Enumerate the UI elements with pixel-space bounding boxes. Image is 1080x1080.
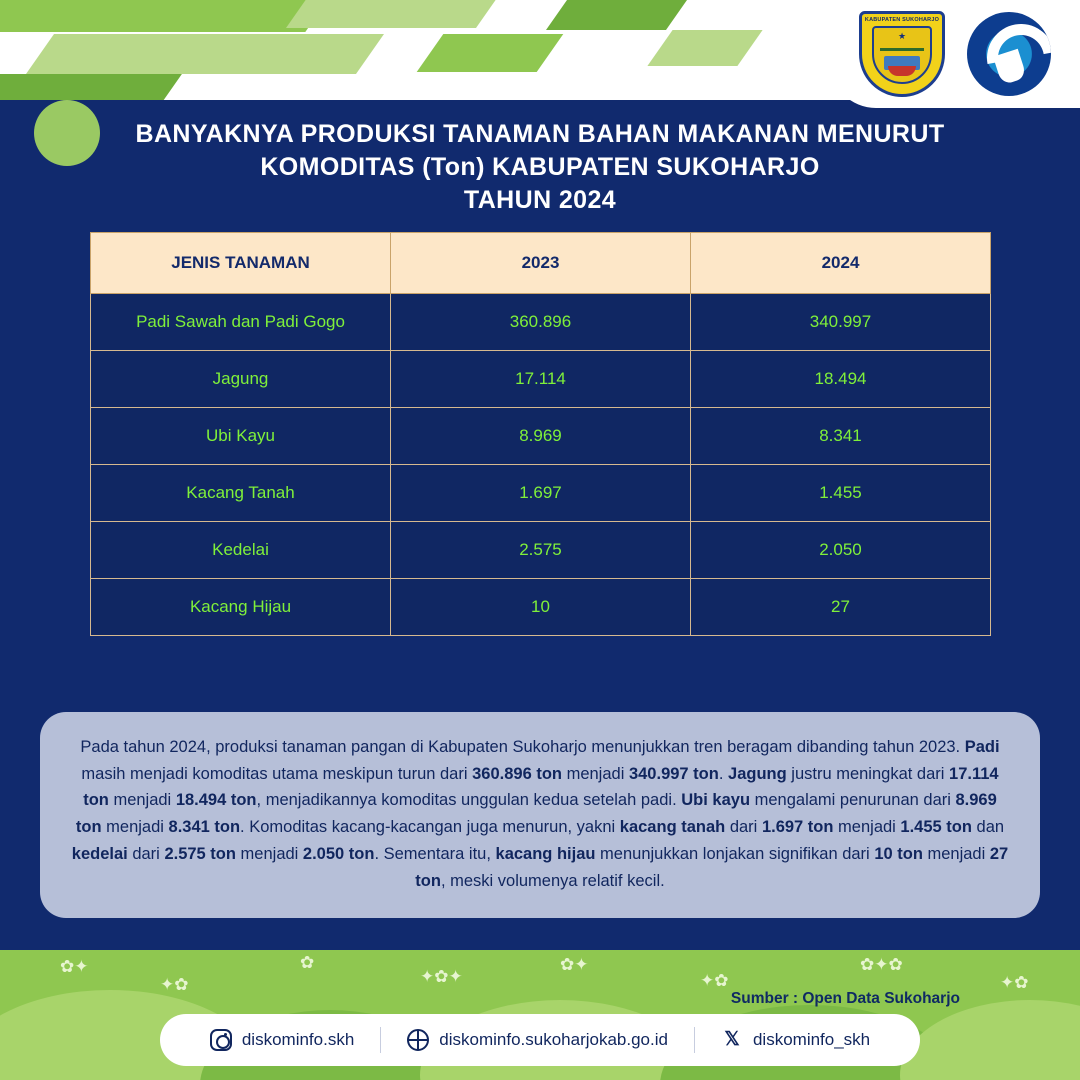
cell-commodity: Ubi Kayu	[91, 408, 391, 465]
cell-commodity: Kacang Hijau	[91, 579, 391, 636]
table-row	[91, 579, 991, 636]
column-header-2023: 2023	[391, 233, 691, 294]
production-table	[90, 232, 991, 636]
cell-2023: 17.114	[391, 351, 691, 408]
logo-container	[830, 0, 1080, 108]
band-stripe-4	[286, 0, 504, 28]
emblem-bar-1	[880, 48, 924, 51]
contact-divider	[380, 1027, 381, 1053]
narrative-box	[40, 712, 1040, 918]
source-label: Sumber : Open Data Sukoharjo	[730, 990, 960, 1007]
contact-twitter[interactable]	[721, 1029, 870, 1051]
contact-instagram[interactable]	[210, 1029, 354, 1051]
plant-sprig-icon: ✿✦	[60, 957, 89, 976]
plant-sprig-icon: ✿✦✿	[860, 955, 903, 974]
table-row	[91, 351, 991, 408]
instagram-icon	[210, 1029, 232, 1051]
page-title	[90, 118, 990, 217]
plant-sprig-icon: ✦✿	[1000, 973, 1029, 992]
x-twitter-icon: 𝕏	[724, 1029, 740, 1050]
cell-2024: 18.494	[691, 351, 991, 408]
cell-2023: 8.969	[391, 408, 691, 465]
band-stripe-6	[546, 0, 694, 30]
band-stripe-3	[0, 74, 182, 100]
cell-commodity: Jagung	[91, 351, 391, 408]
table-row	[91, 522, 991, 579]
cell-2023: 360.896	[391, 294, 691, 351]
narrative-text: Pada tahun 2024, produksi tanaman pangan di Kabupaten Sukoharjo menunjukkan tren beragam dibanding tahun 2023. Padi masih menjadi komoditas utama meskipun turun dari 360.896 ton menjadi 340.997 ton. Jagung justru meningkat dari 17.114 ton menjadi 18.494 ton, menjadikannya komoditas unggulan kedua setelah padi. Ubi kayu mengalami penurunan dari 8.969 ton menjadi 8.341 ton. Komoditas kacang-kacangan juga menurun, yakni kacang tanah dari 1.697 ton menjadi 1.455 ton dan kedelai dari 2.575 ton menjadi 2.050 ton. Sementara itu, kacang hijau menunjukkan lonjakan signifikan dari 10 ton menjadi 27 ton, meski volumenya relatif kecil.	[71, 738, 1009, 890]
kominfo-logo-icon	[967, 12, 1051, 96]
band-stripe-1	[0, 0, 335, 32]
emblem-bar-3	[888, 66, 916, 76]
cell-2023: 10	[391, 579, 691, 636]
cell-commodity: Padi Sawah dan Padi Gogo	[91, 294, 391, 351]
table-header	[91, 233, 991, 294]
table-body	[91, 294, 991, 636]
cell-2024: 8.341	[691, 408, 991, 465]
contact-bar	[160, 1014, 920, 1066]
title-line-3: TAHUN 2024	[463, 186, 617, 214]
plant-sprig-icon: ✦✿	[160, 975, 189, 994]
cell-commodity: Kedelai	[91, 522, 391, 579]
sukoharjo-emblem-icon	[859, 11, 945, 97]
contact-website[interactable]	[407, 1029, 668, 1051]
plant-sprig-icon: ✿	[300, 953, 315, 972]
plant-sprig-icon: ✿✦	[560, 955, 589, 974]
title-line-1: BANYAKNYA PRODUKSI TANAMAN BAHAN MAKANAN MENURUT	[135, 120, 945, 148]
cell-2024: 27	[691, 579, 991, 636]
table-row	[91, 465, 991, 522]
contact-website-label: diskominfo.sukoharjokab.go.id	[439, 1030, 668, 1049]
title-line-2: KOMODITAS (Ton) KABUPATEN SUKOHARJO	[260, 153, 820, 181]
table-row	[91, 408, 991, 465]
band-stripe-7	[647, 30, 762, 66]
contact-instagram-label: diskominfo.skh	[241, 1030, 355, 1049]
sukoharjo-emblem-caption: KABUPATEN SUKOHARJO	[864, 17, 940, 23]
cell-2023: 1.697	[391, 465, 691, 522]
table-header-row	[91, 233, 991, 294]
star-icon: ★	[897, 30, 907, 41]
cell-2024: 1.455	[691, 465, 991, 522]
cell-2024: 340.997	[691, 294, 991, 351]
plant-sprig-icon: ✦✿✦	[420, 967, 463, 986]
band-stripe-2	[26, 34, 384, 74]
cell-commodity: Kacang Tanah	[91, 465, 391, 522]
band-stripe-5	[417, 34, 564, 72]
plant-sprig-icon: ✦✿	[700, 971, 729, 990]
table-row	[91, 294, 991, 351]
data-table-wrapper	[90, 232, 990, 636]
column-header-2024: 2024	[691, 233, 991, 294]
contact-twitter-label: diskominfo_skh	[752, 1030, 871, 1049]
contact-divider	[694, 1027, 695, 1053]
column-header-jenis-tanaman: JENIS TANAMAN	[91, 233, 391, 294]
cell-2024: 2.050	[691, 522, 991, 579]
hill-5	[900, 1000, 1080, 1080]
sukoharjo-emblem-inner	[872, 26, 932, 84]
globe-icon	[407, 1029, 429, 1051]
cell-2023: 2.575	[391, 522, 691, 579]
